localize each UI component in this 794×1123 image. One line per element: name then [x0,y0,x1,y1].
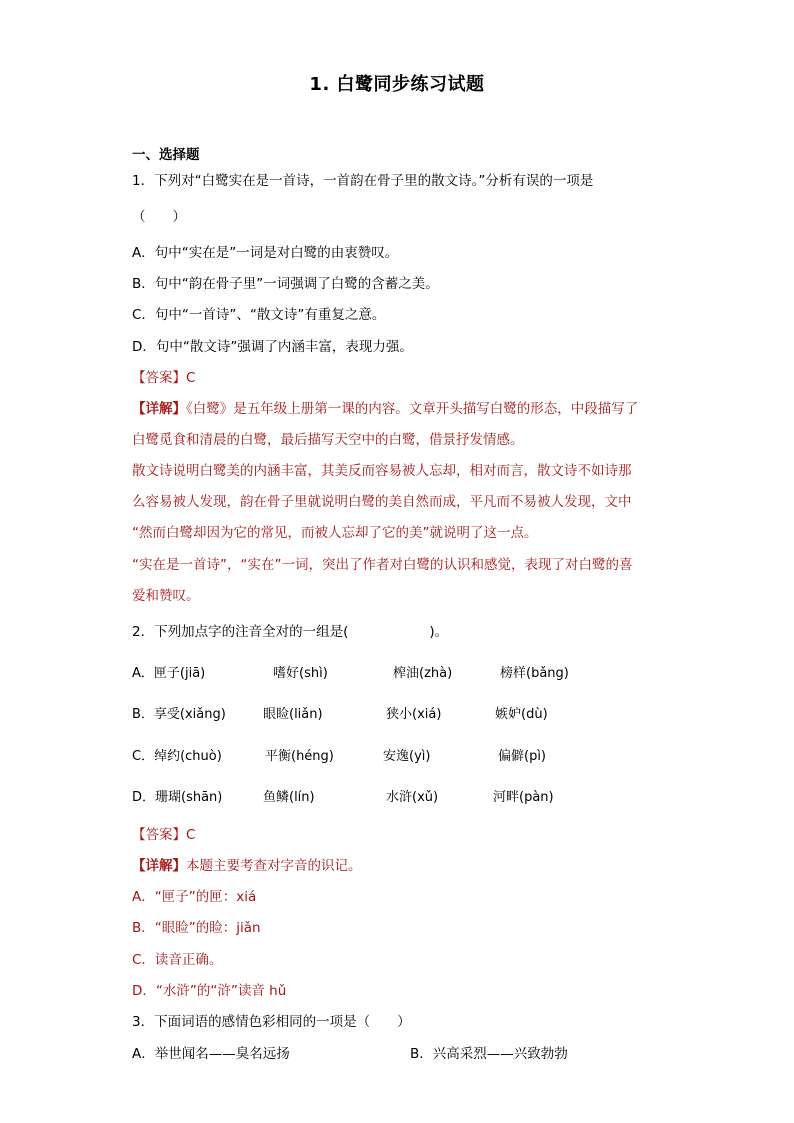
q1-detail-line-3: 散文诗说明白鹭美的内涵丰富，其美反而容易被人忘却，相对而言，散文诗不如诗那 [132,463,632,479]
q2-row-a-4: 榜样(bǎng) [500,666,569,681]
section-heading: 一、选择题 [132,147,200,163]
q2-row-b-4: 嫉妒(dù) [495,707,548,722]
q2-detail-line-2: A．“匣子”的匣：xiá [132,889,257,905]
q2-detail-line-3: B．“眼睑”的睑：jiǎn [132,920,261,936]
q2-row-d-4: 河畔(pàn) [493,790,554,805]
q2-row-a-3: 榨油(zhà) [393,666,453,681]
q2-detail-line-5: D．“水浒”的“浒”读音 hǔ [132,983,287,999]
q1-detail-line-7: 爱和赞叹。 [132,588,200,604]
q1-option-a: A．句中“实在是”一词是对白鹭的由衷赞叹。 [132,245,399,261]
q2-answer: 【答案】C [132,827,196,843]
page-title: 1. 白鹭同步练习试题 [309,74,485,95]
q1-paren: （ ） [132,209,186,225]
q1-answer: 【答案】C [132,370,196,386]
q2-row-b-1: B．享受(xiǎng) [132,707,226,722]
q1-stem: 1．下列对“白鹭实在是一首诗，一首韵在骨子里的散文诗。”分析有误的一项是 [132,173,594,189]
q2-stem: 2．下列加点字的注音全对的一组是( )。 [132,624,449,640]
q2-detail-label: 【详解】 [132,858,186,874]
q2-row-b-2: 眼睑(liǎn) [263,707,323,722]
q3-option-a: A．举世闻名——臭名远扬 [132,1046,290,1062]
q2-row-c-1: C．绰约(chuò) [132,749,222,764]
q2-row-b-3: 狭小(xiá) [386,707,442,722]
q3-option-b: B．兴高采烈——兴致勃勃 [410,1046,568,1062]
q1-detail-line-2: 白鹭觅食和清晨的白鹭，最后描写天空中的白鹭，借景抒发情感。 [132,432,524,448]
q1-detail-line-1: 【详解】《白鹭》是五年级上册第一课的内容。文章开头描写白鹭的形态，中段描写了 [132,401,639,417]
q2-row-c-4: 偏僻(pì) [498,749,547,764]
q1-detail-line-4: 么容易被人发现，韵在骨子里就说明白鹭的美自然而成，平凡而不易被人发现，文中 [132,494,632,510]
q2-detail-line-1: 【详解】本题主要考查对字音的识记。 [132,858,362,874]
q1-option-b: B．句中“韵在骨子里”一词强调了白鹭的含蓄之美。 [132,276,439,292]
q1-detail-line-6: “实在是一首诗”，“实在”一词，突出了作者对白鹭的认识和感觉，表现了对白鹭的喜 [132,557,633,573]
q2-row-c-2: 平衡(héng) [265,749,334,764]
q1-detail-line-5: “然而白鹭却因为它的常见，而被人忘却了它的美”就说明了这一点。 [132,525,538,541]
q2-row-d-1: D．珊瑚(shān) [132,790,223,805]
q1-option-d: D．句中“散文诗”强调了内涵丰富，表现力强。 [132,339,413,355]
q2-row-d-3: 水浒(xǔ) [386,790,439,805]
q3-stem: 3．下面词语的感情色彩相同的一项是（ ） [132,1014,411,1030]
q2-row-a-1: A．匣子(jiā) [132,666,206,681]
q1-detail-label: 【详解】 [132,401,186,417]
q2-detail-line-4: C．读音正确。 [132,952,223,968]
q2-row-d-2: 鱼鳞(lín) [263,790,315,805]
q2-row-a-2: 嗜好(shì) [273,666,328,681]
q2-row-c-3: 安逸(yì) [383,749,431,764]
q1-option-c: C．句中“一首诗”、“散文诗”有重复之意。 [132,307,386,323]
